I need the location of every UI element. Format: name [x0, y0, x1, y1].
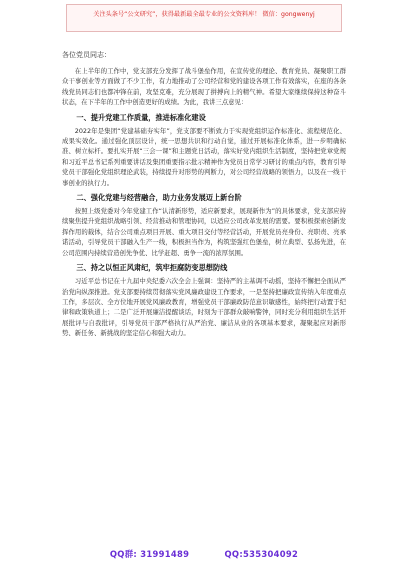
intro-paragraph: 在上半年的工作中，党支部充分发挥了战斗堡垒作用，在宣传党的理论、教育党员、凝聚职工群众干事创业等方面做了不少工作，有力地推动了公司经营和党的建设各项工作有效落实，在座的各条线党员同志们也都冲锋在前，攻坚克难，充分展现了拼搏向上的精气神。希望大家继续保持这种奋斗状态，在下半年的工作中创造更好的成绩。为此，我讲三点意见：: [62, 67, 346, 107]
section-3-body: 习近平总书记在十九届中央纪委六次全会上强调：坚持严的主基调不动摇，坚持不懈把全面从严治党向纵深推进。党支部要持续贯彻落实党风廉政建设工作要求，一是坚持把廉政宣传纳入年度重点工作，多层次、全方位地开展党风廉政教育，增强党员干部廉政防范意识敏感性，始终把行动置于纪律和政策轨道上；二是广泛开展廉洁提醒谈话，时刻为干部群众敲响警钟，同时充分利用组织生活开展批评与自我批评，引导党员干部严格执行从严治党、廉洁从业的各项基本要求，凝聚起应对新形势、新任务、新挑战的坚定信心和强大动力。: [62, 277, 346, 338]
section-3-heading: 三、持之以恒正风肃纪，筑牢拒腐防变思想防线: [76, 263, 228, 273]
footer-qq: QQ:535304092: [224, 549, 299, 559]
document-page: [62, 50, 346, 341]
top-banner: [66, 4, 342, 32]
banner-text: 关注头条号“公文研究”，获得最新最全最专业的公文资料库！ 微信：gongwenyj: [93, 11, 315, 18]
section-1-body: 2022年是集团“党建基础夯实年”，党支部要不断致力于实现党组织运作标准化、流程规范化、成果实效化。通过强化顶层设计，统一思想共识和行动自觉，通过开展标准化体系，进一步明确标准、树立标杆。要扎实开展“三会一课”和主题党日活动，落实好党内组织生活制度，坚持把党章党规和习近平总书记系列重要讲话及集团重要指示批示精神作为党员日常学习研讨的重点内容，教育引导党员干部强化党组织理论武装，持续提升对形势的判断力，对公司经营战略的领悟力，以及在一线干事创业的执行力。: [62, 126, 346, 187]
section-1-heading: 一、提升党建工作质量，推进标准化建设: [76, 112, 206, 122]
section-2-body: 按照上级党委对今年党建工作“认清新形势，适应新要求，展现新作为”的具体要求，党支部应持续聚焦提升党组织战略引领、经营推动和管理协同，以适应公司改革发展的需要。要积极探索创新发挥作用的载体，结合公司重点项目开展、重大项目交付等经营活动，开展党员亮身份、亮职责、亮承诺活动，引导党员干部融入生产一线，积极担当作为，构筑坚强红色堡垒，树立典型、弘扬先进，在公司范围内持续营造创先争优、比学赶超、勇争一流的浓厚氛围。: [62, 207, 346, 257]
salutation: 各位党员同志：: [62, 51, 111, 59]
section-2-heading: 二、强化党建与经营融合，助力业务发展迈上新台阶: [76, 193, 242, 203]
footer-contact: [0, 548, 408, 560]
footer-qq-group: QQ群: 31991489: [109, 549, 190, 559]
